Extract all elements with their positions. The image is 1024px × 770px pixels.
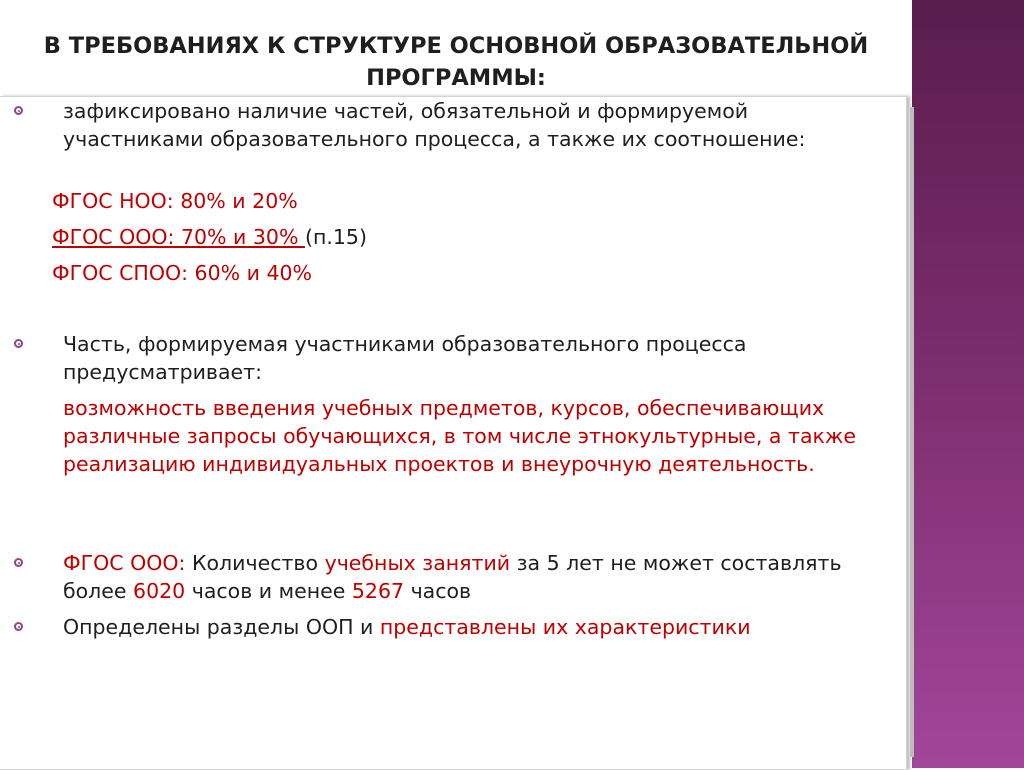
bullet-3-part-3: часов и менее <box>185 579 352 603</box>
bullet-3-text <box>63 549 893 605</box>
fgos-spoo-ratio: ФГОС СПОО: 60% и 40% <box>52 261 313 285</box>
bullet-3-label: ФГОС ООО: <box>63 551 186 575</box>
bullet-3-part-2: за 5 лет не может составлять более <box>63 551 842 603</box>
fgos-ooo-reference: (п.15) <box>304 225 367 249</box>
max-hours: 6020 <box>133 579 186 603</box>
circle-bullet-icon <box>14 558 23 567</box>
lessons-highlight: учебных занятий <box>324 551 511 575</box>
bullet-4-part-1: Определены разделы ООП и <box>63 615 380 639</box>
circle-bullet-icon <box>14 106 23 115</box>
circle-bullet-icon <box>14 622 23 631</box>
bullet-2-text: Часть, формируемая участниками образовательного процесса предусматривает: <box>63 332 747 384</box>
fgos-ooo-ratio-line <box>52 223 367 251</box>
fgos-noo-ratio: ФГОС НОО: 80% и 20% <box>52 189 298 213</box>
title-area <box>0 0 912 96</box>
min-hours: 5267 <box>351 579 405 603</box>
bullet-1-text: зафиксировано наличие частей, обязательной и формируемой участниками образовательного процесса, а также их соотношение: <box>63 99 806 151</box>
fgos-ooo-ratio: ФГОС ООО: 70% и 30% <box>52 225 305 249</box>
bullet-4-text <box>63 613 893 641</box>
bullet-3-part-1: Количество <box>185 551 325 575</box>
bullet-2-detail: возможность введения учебных предметов, курсов, обеспечивающих различные запросы обучающихся, в том числе этнокультурные, а также реализацию индивидуальных проектов и внеурочную деятельность. <box>63 396 856 476</box>
circle-bullet-icon <box>14 339 23 348</box>
decorative-side-band <box>912 0 1024 768</box>
content-panel <box>0 96 907 770</box>
slide-title: В ТРЕБОВАНИЯХ К СТРУКТУРЕ ОСНОВНОЙ ОБРАЗОВАТЕЛЬНОЙ ПРОГРАММЫ: <box>43 33 869 91</box>
bullet-3-part-4: часов <box>404 579 472 603</box>
bullet-4-highlight: представлены их характеристики <box>379 615 751 639</box>
